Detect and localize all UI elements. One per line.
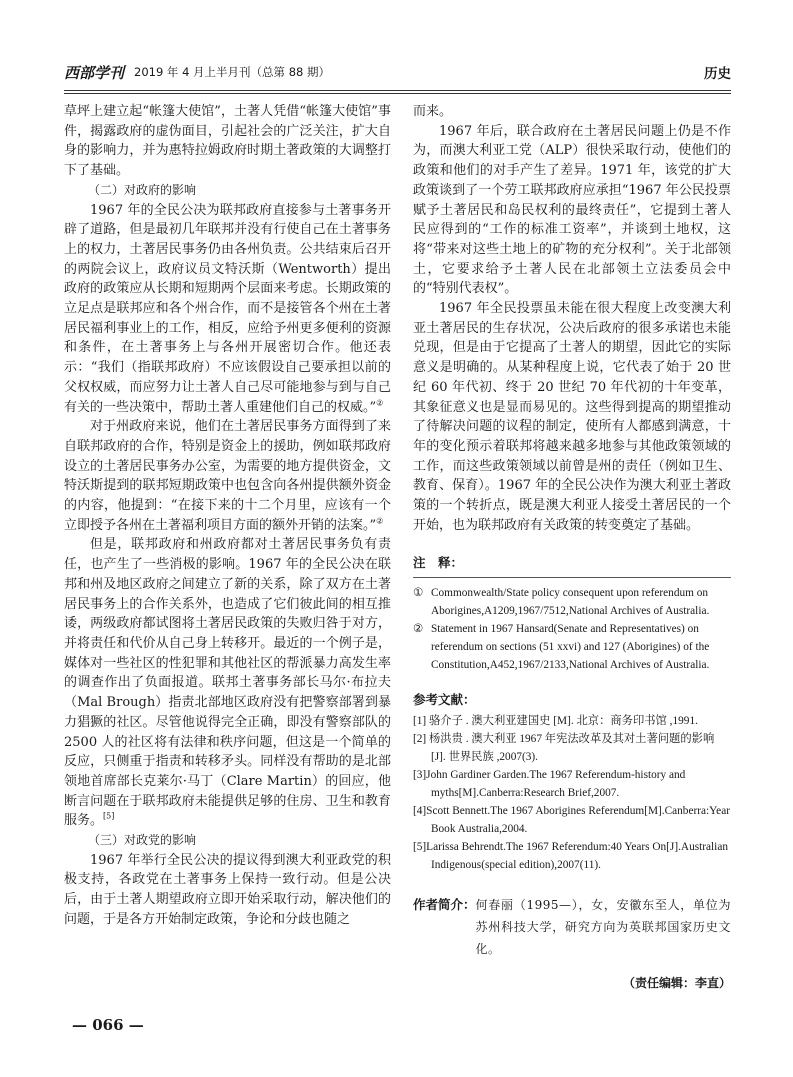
subsection-heading [64,181,391,201]
header-rule-secondary [64,93,731,94]
body-paragraph [64,417,391,535]
notes-divider [413,577,731,578]
note-text: Statement in 1967 Hansard(Senate and Representatives) on referendum on sections (51 xxvi) and 127 (Aborigines) of the Constitution,A452,1967/2133,National Archives of Australia. [431,623,710,672]
citation-marker: [5] [103,811,115,821]
paragraph-text: 对于州政府来说，他们在土著居民事务方面得到了来自联邦政府的合作，特别是资金上的援助，例如联邦政府设立的土著居民事务办公室，为需要的地方提供资金，文特沃斯提到的联邦短期政策中也包含向各州提供额外资金的内容，他提到：“在接下来的十二个月里，应该有一个立即授予各州在土著福利项目方面的额外开销的法案。” [64,419,391,533]
citation-marker: ② [376,398,384,408]
paragraph-text: （二）对政府的影响 [88,182,197,197]
paragraph-text: 草坪上建立起“帐篷大使馆”，土著人凭借“帐篷大使馆”事件，揭露政府的虚伪面目，引起社会的广泛关注，扩大自身的影响力，并为惠特拉姆政府时期土著政策的大调整打下了基础。 [64,104,391,179]
notes-list [413,584,731,674]
body-paragraph [64,201,391,418]
author-text: 何春丽（1995—），女，安徽东至人，单位为苏州科技大学，研究方向为英联邦国家历史文化。 [475,897,731,956]
paragraph-text: 1967 年举行全民公决的提议得到澳大利亚政党的积极支持，各政党在土著事务上保持一致行动。但是公决后，由于土著人期望政府立即开始采取行动，解决他们的问题，于是各方开始制定政策，争论和分歧也随之 [64,852,391,927]
reference-item: [5]Larissa Behrendt.The 1967 Referendum:40 Years On[J].Australian Indigenous(special edition),2007(11). [413,840,728,871]
body-paragraph [413,102,731,122]
note-item [413,584,731,620]
reference-item: [2] 杨洪贵 . 澳大利亚 1967 年宪法改革及其对土著问题的影响 [J]. 世界民族 ,2007(3). [413,732,715,763]
paragraph-text: 但是，联邦政府和州政府都对土著居民事务负有责任，也产生了一些消极的影响。1967 年的全民公决在联邦和州及地区政府之间建立了新的关系，除了双方在土著居民事务上的合作关系外，也造成了它们彼此间的相互推诿，两级政府都试图将土著居民政策的失败归咎于对方，并将责任和代价从自己身上转移开。最近的一个例子是，媒体对一些社区的性犯罪和其他社区的帮派暴力高发生率的调查作出了负面报道。联邦土著事务部长马尔·布拉夫（Mal Brough）指责北部地区政府没有把警察部署到暴力猖獗的社区。尽管他说得完全正确，即没有警察部队的 2500 人的社区将有法律和秩序问题，但这是一个简单的反应，只侧重于指责和转移矛头。同样没有帮助的是北部领地首席部长克莱尔·马丁（Clare Martin）的回应，他断言问题在于联邦政府未能提供足够的住房、卫生和教育服务。 [64,537,391,829]
body-paragraph [64,535,391,831]
note-marker: ② [413,623,424,636]
subsection-heading [64,831,391,851]
reference-item: [1] 骆介子 . 澳大利亚建国史 [M]. 北京：商务印书馆 ,1991. [413,714,698,727]
paragraph-text: 1967 年后，联合政府在土著居民问题上仍是不作为，而澳大利亚工党（ALP）很快采取行动，使他们的政策和他们的对手产生了差异。1971 年，该党的扩大政策谈到了一个劳工联邦政府应承担“1967 年公民投票赋予土著居民和岛民权利的最终责任”，它提到土著人民应得到的“工作的标准工资率”，并谈到土地权，这将“带来对这些土地上的矿物的充分权利”。关于北部领土，它要求给予土著人民在北部领土立法委员会中的“特别代表权”。 [413,123,731,297]
note-marker: ① [413,587,424,600]
author-label: 作者简介： [413,896,476,912]
body-paragraph [413,299,731,535]
right-column [413,102,731,994]
paragraph-text: 1967 年的全民公决为联邦政府直接参与土著事务开辟了道路，但是最初几年联邦并没有行使自己在土著事务上的权力，土著居民事务仍由各州负责。公共结束后召开的两院会议上，政府议员文特沃斯（Wentworth）提出政府的政策应从长期和短期两个层面来考虑。长期政策的立足点是联邦应和各个州合作，而不是接管各个州在土著居民福利事业上的工作，相反，应给予州更多便利的资源和条件，在土著事务上与各州开展密切合作。他还表示：“我们（指联邦政府）不应该假设自己要承担以前的父权权威，而应努力让土著人自己尽可能地参与到与自己有关的一些决策中，帮助土著人重建他们自己的权威。” [64,202,391,415]
references-list [413,712,731,874]
citation-marker: ② [376,516,384,526]
notes-heading: 注 释： [413,555,464,571]
page-header [64,56,731,90]
body-paragraph [64,102,391,181]
paragraph-text: （三）对政党的影响 [88,833,197,848]
page-number: — 066 — [72,1016,144,1034]
note-text: Commonwealth/State policy consequent upon referendum on Aborigines,A1209,1967/7512,National Archives of Australia. [431,587,710,618]
paragraph-text: 而来。 [413,104,453,119]
author-bio [413,894,731,960]
body-paragraph [413,122,731,299]
right-body [413,102,731,535]
left-column [64,102,391,930]
note-item [413,620,731,674]
reference-item: [3]John Gardiner Garden.The 1967 Referendum-history and myths[M].Canberra:Research Brief,2007. [413,768,686,799]
editor-credit: （责任编辑：李直） [622,975,731,990]
body-paragraph [64,851,391,930]
issue-info: 2019 年 4 月上半月刊（总第 88 期） [134,65,330,79]
section-label: 历史 [704,66,731,82]
paragraph-text: 1967 年全民投票虽未能在很大程度上改变澳大利亚土著居民的生存状况，公决后政府的很多承诺也未能兑现，但是由于它提高了土著人的期望，因此它的实际意义是明确的。从某种程度上说，它代表了始于 20 世纪 60 年代初、终于 20 世纪 70 年代初的十年变革，其象征意义也是显而易见的。这些得到提高的期望推动了待解决问题的议程的制定，使所有人都感到满意，十年的变化预示着联邦将越来越多地参与其他政策领域的工作，而这些政策领域以前曾是州的责任（例如卫生、教育、保育）。1967 年的全民公决作为澳大利亚土著政策的一个转折点，既是澳大利亚人接受土著居民的一个开始，也为联邦政府有关政策的转变奠定了基础。 [413,301,731,533]
header-rule [64,90,731,91]
reference-item: [4]Scott Bennett.The 1967 Aborigines Referendum[M].Canberra:Year Book Australia,2004. [413,804,730,835]
journal-logo: 西部学刊 [64,64,125,82]
references-heading: 参考文献： [413,692,476,708]
